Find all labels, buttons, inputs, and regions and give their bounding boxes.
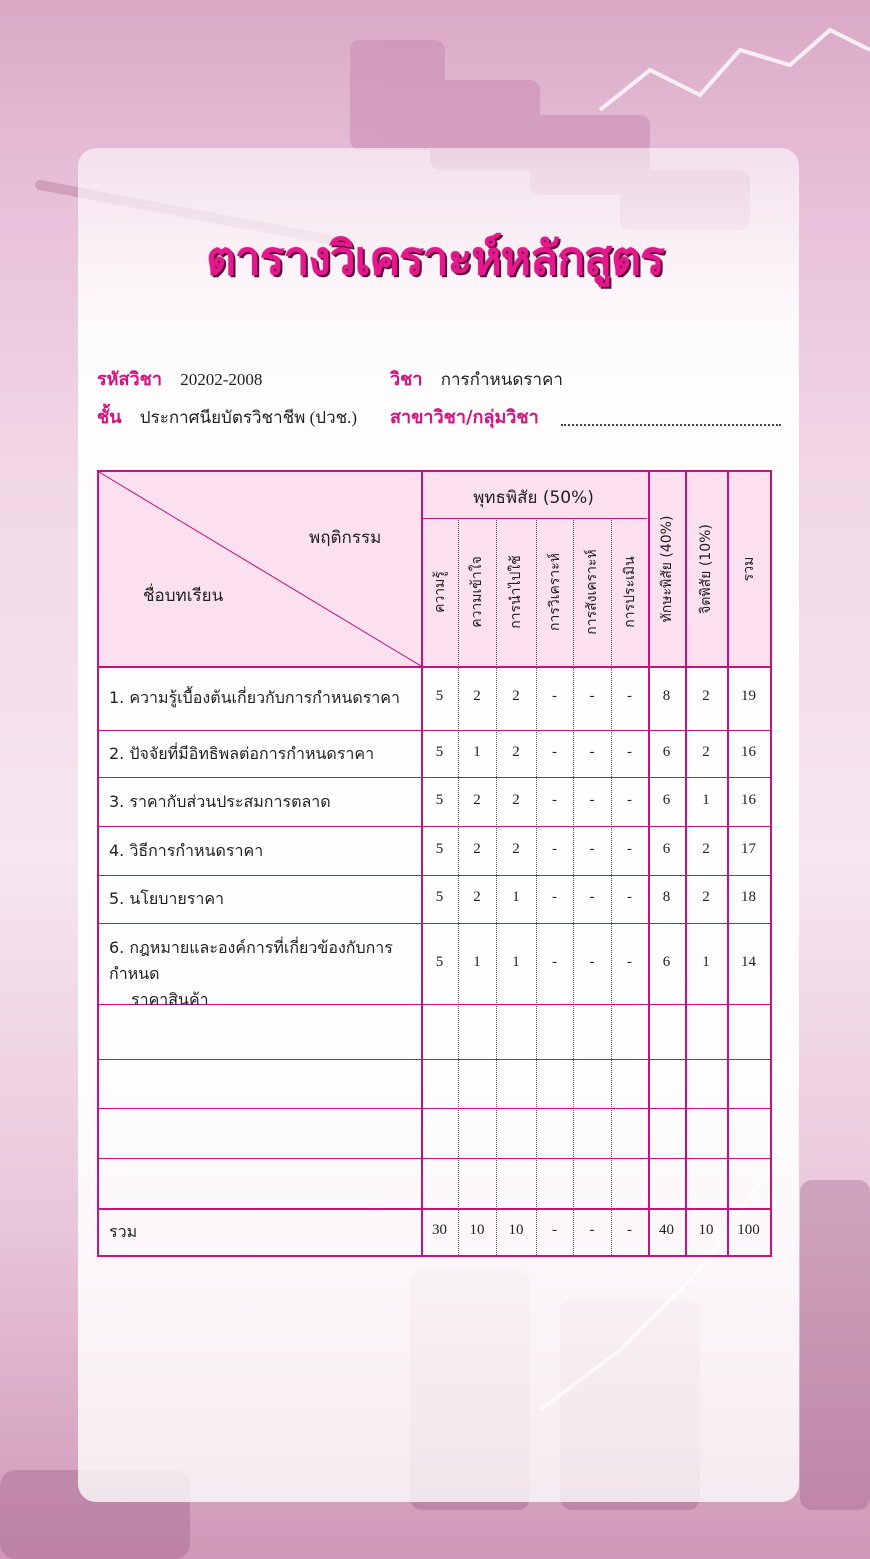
table-cell: -: [627, 743, 632, 760]
table-cell: 1: [702, 953, 710, 970]
column-header: การวิเคราะห์: [546, 553, 563, 631]
table-cell: 6: [662, 743, 671, 760]
column-divider: [611, 518, 612, 1255]
lesson-name: [109, 789, 414, 815]
table-cell: -: [627, 840, 632, 857]
total-label: รวม: [109, 1221, 138, 1241]
lesson-title: 3. ราคากับส่วนประสมการตลาด: [109, 791, 331, 811]
column-header: รวม: [740, 556, 757, 582]
table-cell: 14: [741, 953, 756, 970]
column-divider: [458, 518, 459, 1255]
table-cell: -: [589, 688, 595, 704]
table-cell: -: [552, 688, 557, 704]
table-cell: -: [552, 889, 557, 905]
row-divider: [99, 1108, 770, 1109]
branch-label: สาขาวิชา/กลุ่มวิชา: [390, 407, 539, 428]
lesson-title-continued: ราคาสินค้า: [131, 990, 209, 1009]
table-cell: -: [552, 953, 557, 970]
table-cell: 6: [662, 953, 671, 970]
lesson-title: 1. ความรู้เบื้องต้นเกี่ยวกับการกำหนดราคา: [109, 688, 400, 707]
table-cell: 2: [512, 688, 520, 704]
total-cell: -: [589, 1221, 595, 1238]
column-header: ความรู้: [431, 571, 448, 613]
column-header: ทักษะพิสัย (40%): [658, 515, 675, 623]
cognitive-group-header: พุทธพิสัย (50%): [473, 488, 594, 508]
table-cell: 5: [435, 953, 444, 970]
row-divider: [99, 875, 770, 876]
table-cell: 2: [473, 791, 481, 808]
column-header: การนำไปใช้: [508, 555, 524, 629]
total-cell: 40: [659, 1221, 674, 1238]
table-cell: 2: [512, 791, 520, 808]
lesson-name: [109, 838, 414, 864]
table-cell: 16: [741, 791, 756, 808]
total-divider: [99, 1208, 770, 1210]
table-cell: 2: [702, 743, 710, 760]
table-cell: 1: [473, 743, 481, 760]
table-cell: -: [552, 791, 557, 808]
table-cell: 2: [702, 840, 710, 857]
row-divider: [99, 923, 770, 924]
total-cell: 10: [508, 1221, 524, 1238]
table-cell: -: [552, 743, 557, 760]
table-cell: 1: [702, 791, 710, 808]
row-divider: [99, 777, 770, 778]
table-cell: 16: [741, 743, 756, 760]
corner-lesson-label: ชื่อบทเรียน: [143, 586, 224, 606]
column-divider: [685, 472, 687, 1255]
row-divider: [99, 730, 770, 731]
level-label: ชั้น: [97, 407, 122, 428]
branch-blank-line: [561, 412, 781, 426]
total-cell: 10: [469, 1221, 485, 1238]
table-cell: 5: [435, 840, 444, 857]
course-code-line: [97, 364, 262, 393]
total-cell: -: [627, 1221, 632, 1238]
column-divider: [727, 472, 729, 1255]
lesson-name: [109, 886, 414, 912]
lesson-name: [109, 741, 414, 767]
lesson-title: 4. วิธีการกำหนดราคา: [109, 840, 264, 860]
corner-behavior-label: พฤติกรรม: [309, 528, 382, 548]
table-cell: 5: [435, 889, 444, 905]
total-cell: 10: [698, 1221, 714, 1238]
table-cell: 2: [512, 743, 520, 760]
subject-label: วิชา: [390, 369, 423, 390]
curriculum-table: [97, 470, 772, 1257]
lesson-title: 2. ปัจจัยที่มีอิทธิพลต่อการกำหนดราคา: [109, 743, 375, 763]
table-cell: -: [589, 889, 595, 905]
table-cell: 18: [741, 889, 756, 905]
table-cell: 2: [702, 889, 710, 905]
course-code-label: รหัสวิชา: [97, 369, 162, 390]
table-cell: 2: [473, 840, 481, 857]
lesson-title: 6. กฎหมายและองค์การที่เกี่ยวข้องกับการกำหนด: [109, 938, 393, 983]
table-cell: -: [627, 889, 632, 905]
lesson-title: 5. นโยบายราคา: [109, 889, 225, 908]
table-cell: -: [589, 743, 595, 760]
row-divider: [99, 826, 770, 827]
column-divider: [648, 472, 650, 1255]
lesson-name: [109, 935, 414, 1013]
column-divider: [496, 518, 497, 1255]
column-header: ความเข้าใจ: [469, 556, 485, 628]
header-divider: [99, 666, 770, 668]
table-cell: -: [589, 953, 595, 970]
table-cell: 2: [473, 688, 481, 704]
table-cell: 5: [435, 791, 444, 808]
table-cell: 5: [435, 688, 444, 704]
table-cell: 19: [741, 688, 756, 704]
table-cell: 2: [512, 840, 520, 857]
course-code-value: 20202-2008: [180, 370, 263, 389]
header-diagonal: [99, 472, 421, 666]
column-divider: [536, 518, 537, 1255]
column-divider: [421, 472, 423, 1255]
total-cell: 100: [737, 1221, 760, 1238]
table-cell: -: [627, 953, 632, 970]
subject-value: การกำหนดราคา: [440, 370, 563, 389]
column-header: การประเมิน: [621, 556, 638, 628]
table-cell: -: [589, 840, 595, 857]
table-cell: 17: [741, 840, 756, 857]
column-header: การสังเคราะห์: [584, 549, 600, 635]
level-line: [97, 402, 357, 431]
table-cell: 2: [702, 688, 710, 704]
table-cell: 1: [512, 953, 520, 970]
table-cell: 5: [435, 743, 444, 760]
group-header-divider: [421, 518, 647, 519]
row-divider: [99, 1059, 770, 1060]
table-cell: 6: [662, 791, 671, 808]
table-cell: 6: [662, 840, 671, 857]
lesson-name: [109, 685, 414, 711]
table-cell: -: [589, 791, 595, 808]
table-cell: 2: [473, 889, 481, 905]
total-cell: 30: [432, 1221, 447, 1238]
branch-line: [390, 402, 781, 431]
page-title: ตารางวิเคราะห์หลักสูตร: [206, 231, 664, 285]
table-cell: 8: [662, 889, 671, 905]
table-cell: -: [552, 840, 557, 857]
subject-line: [390, 364, 563, 393]
level-value: ประกาศนียบัตรวิชาชีพ (ปวช.): [139, 408, 358, 427]
table-cell: -: [627, 791, 632, 808]
table-cell: 1: [473, 953, 481, 970]
table-cell: -: [627, 688, 632, 704]
table-cell: 1: [512, 889, 520, 905]
column-header: จิตพิสัย (10%): [698, 524, 714, 614]
table-cell: 8: [662, 688, 671, 704]
total-cell: -: [552, 1221, 557, 1238]
row-divider: [99, 1158, 770, 1159]
column-divider: [573, 518, 574, 1255]
